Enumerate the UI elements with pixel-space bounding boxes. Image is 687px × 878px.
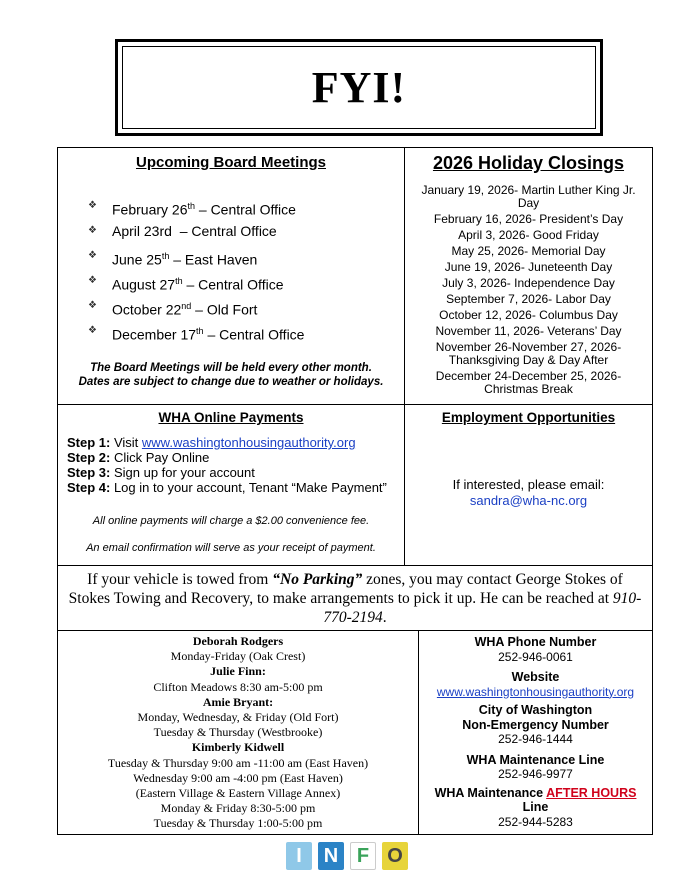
holiday-item: November 26-November 27, 2026- Thanksgiving Day & Day After <box>435 340 622 367</box>
phone-number: 252-946-0061 <box>498 649 573 664</box>
meeting-location: – Central Office <box>195 201 296 218</box>
step-3-text: Sign up for your account <box>110 465 255 480</box>
info-logo-tile: I <box>286 842 312 870</box>
employment-email-link[interactable]: sandra@wha-nc.org <box>469 493 588 508</box>
fee-note: All online payments will charge a $2.00 convenience fee. <box>92 515 370 527</box>
step-4-label: Step 4: <box>67 480 111 495</box>
meeting-item <box>88 296 304 321</box>
bullet-icon: ❖ <box>88 250 97 261</box>
staff-schedule-line: Monday & Friday 8:30-5:00 pm <box>160 801 316 816</box>
staff-schedule-line: Monday-Friday (Oak Crest) <box>170 649 306 664</box>
email-confirmation-note: An email confirmation will serve as your receipt of payment. <box>86 542 376 554</box>
meeting-location: – Central Office <box>182 276 284 293</box>
city-label: City of Washington <box>478 703 593 717</box>
staff-schedule-line: (Eastern Village & Eastern Village Annex) <box>135 786 341 801</box>
meeting-date: February 26 <box>112 201 188 218</box>
meeting-location: – Central Office <box>171 223 277 239</box>
staff-schedule-line: Wednesday 9:00 am -4:00 pm (East Haven) <box>133 770 343 785</box>
employment-heading: Employment Opportunities <box>441 410 616 425</box>
holiday-item: September 7, 2026- Labor Day <box>446 292 611 306</box>
staff-schedule-line: Monday, Wednesday, & Friday (Old Fort) <box>137 710 339 725</box>
board-meetings-heading: Upcoming Board Meetings <box>135 154 326 171</box>
meeting-list <box>88 196 304 346</box>
bullet-icon: ❖ <box>88 325 97 336</box>
after-hours-label-a: WHA Maintenance <box>434 785 547 800</box>
board-note-line-1: The Board Meetings will be held every other month. <box>90 362 372 374</box>
board-note <box>58 361 404 389</box>
date-suffix: nd <box>181 301 192 311</box>
staff-schedule-line: Tuesday & Thursday (Westbrooke) <box>153 725 323 740</box>
info-logo <box>286 842 408 870</box>
online-payments-section <box>57 404 405 566</box>
bullet-icon: ❖ <box>88 300 97 311</box>
holiday-item: December 24-December 25, 2026- Christmas Break <box>435 369 622 396</box>
holiday-item: July 3, 2026- Independence Day <box>442 276 615 290</box>
employment-text: If interested, please email: <box>452 477 605 492</box>
meeting-item <box>88 271 304 296</box>
holiday-item: April 3, 2026- Good Friday <box>458 228 599 242</box>
meeting-location: – Old Fort <box>191 301 258 318</box>
step-3-label: Step 3: <box>67 465 111 480</box>
step-1-label: Step 1: <box>67 435 111 450</box>
step-1-text: Visit <box>110 435 142 450</box>
no-parking-emphasis: “No Parking” <box>272 571 363 588</box>
towing-notice <box>57 565 653 631</box>
date-suffix: th <box>175 276 183 286</box>
towing-text-end: . <box>382 609 387 626</box>
towing-text-1: If your vehicle is towed from <box>87 571 273 588</box>
holiday-item: June 19, 2026- Juneteenth Day <box>444 260 613 274</box>
bullet-icon: ❖ <box>88 275 97 286</box>
after-hours-label <box>419 786 652 801</box>
after-hours-emphasis: AFTER HOURS <box>546 785 637 800</box>
date-suffix: th <box>187 201 195 211</box>
holiday-item: November 11, 2026- Veterans’ Day <box>435 324 622 338</box>
maintenance-label: WHA Maintenance Line <box>466 752 605 767</box>
info-logo-tile: O <box>382 842 408 870</box>
employment-body <box>405 477 652 509</box>
meeting-date: June 25 <box>112 251 162 268</box>
info-logo-tile: F <box>350 842 376 870</box>
step-2-label: Step 2: <box>67 450 111 465</box>
step-2 <box>67 450 387 465</box>
holiday-item: January 19, 2026- Martin Luther King Jr. Day <box>421 183 636 210</box>
title-inner-border <box>122 46 596 129</box>
bullet-icon: ❖ <box>88 225 97 236</box>
staff-schedule-section <box>57 630 419 835</box>
date-suffix: th <box>161 251 170 261</box>
holiday-item: May 25, 2026- Memorial Day <box>451 244 606 258</box>
title-box <box>115 39 603 136</box>
staff-list <box>58 634 418 832</box>
after-hours-label-line: Line <box>522 800 549 814</box>
meeting-location: – East Haven <box>169 251 258 268</box>
step-2-text: Click Pay Online <box>110 450 210 465</box>
phone-label: WHA Phone Number <box>474 635 597 649</box>
step-4-text: Log in to your account, Tenant “Make Payment” <box>110 480 387 495</box>
towing-phone: 910-770-2194 <box>323 590 642 626</box>
step-1 <box>67 435 387 450</box>
holiday-item: October 12, 2026- Columbus Day <box>439 308 618 322</box>
bullet-icon: ❖ <box>88 200 97 211</box>
staff-name: Deborah Rodgers <box>192 634 284 648</box>
online-payments-heading: WHA Online Payments <box>158 410 304 425</box>
staff-schedule-line: Tuesday & Thursday 9:00 am -11:00 am (East Haven) <box>107 755 369 770</box>
meeting-item <box>88 321 304 346</box>
holiday-closings-section <box>404 147 653 405</box>
meeting-location: – Central Office <box>203 326 305 343</box>
staff-name: Julie Finn: <box>210 664 266 679</box>
board-meetings-section <box>57 147 405 405</box>
holiday-item: February 16, 2026- President’s Day <box>433 212 624 226</box>
holiday-list <box>419 184 638 399</box>
after-hours-number: 252-944-5283 <box>498 814 573 829</box>
non-emergency-number: 252-946-1444 <box>498 732 573 746</box>
towing-text-2: zones, you may contact George Stokes of Stokes Towing and Recovery, to make arrangements to pick it up. He can be reached at <box>68 571 623 607</box>
contacts-section <box>418 630 653 835</box>
payment-steps <box>67 435 387 495</box>
meeting-item <box>88 246 304 271</box>
staff-schedule-line: Tuesday & Thursday 1:00-5:00 pm <box>153 816 323 831</box>
meeting-date: December 17 <box>112 326 197 343</box>
board-note-line-2: Dates are subject to change due to weather or holidays. <box>78 376 384 388</box>
holiday-closings-heading: 2026 Holiday Closings <box>432 153 625 173</box>
step-3 <box>67 465 387 480</box>
meeting-item <box>88 196 304 221</box>
staff-name: Amie Bryant: <box>202 694 274 709</box>
maintenance-number: 252-946-9977 <box>498 767 573 781</box>
date-suffix: th <box>196 326 204 336</box>
staff-name: Kimberly Kidwell <box>191 740 285 755</box>
contact-website-link[interactable]: www.washingtonhousingauthority.org <box>436 684 635 699</box>
page-title: FYI! <box>311 63 407 112</box>
info-logo-tile: N <box>318 842 344 870</box>
meeting-date: October 22 <box>112 301 182 318</box>
non-emergency-label: Non-Emergency Number <box>462 717 609 732</box>
step-4 <box>67 480 387 495</box>
staff-schedule-line: Clifton Meadows 8:30 am-5:00 pm <box>153 679 323 694</box>
meeting-date: August 27 <box>112 276 176 293</box>
website-link[interactable]: www.washingtonhousingauthority.org <box>141 435 356 450</box>
contact-list <box>419 635 652 829</box>
meeting-item <box>88 221 304 246</box>
website-label: Website <box>511 670 560 684</box>
employment-section <box>404 404 653 566</box>
meeting-date: April 23rd <box>112 223 172 239</box>
